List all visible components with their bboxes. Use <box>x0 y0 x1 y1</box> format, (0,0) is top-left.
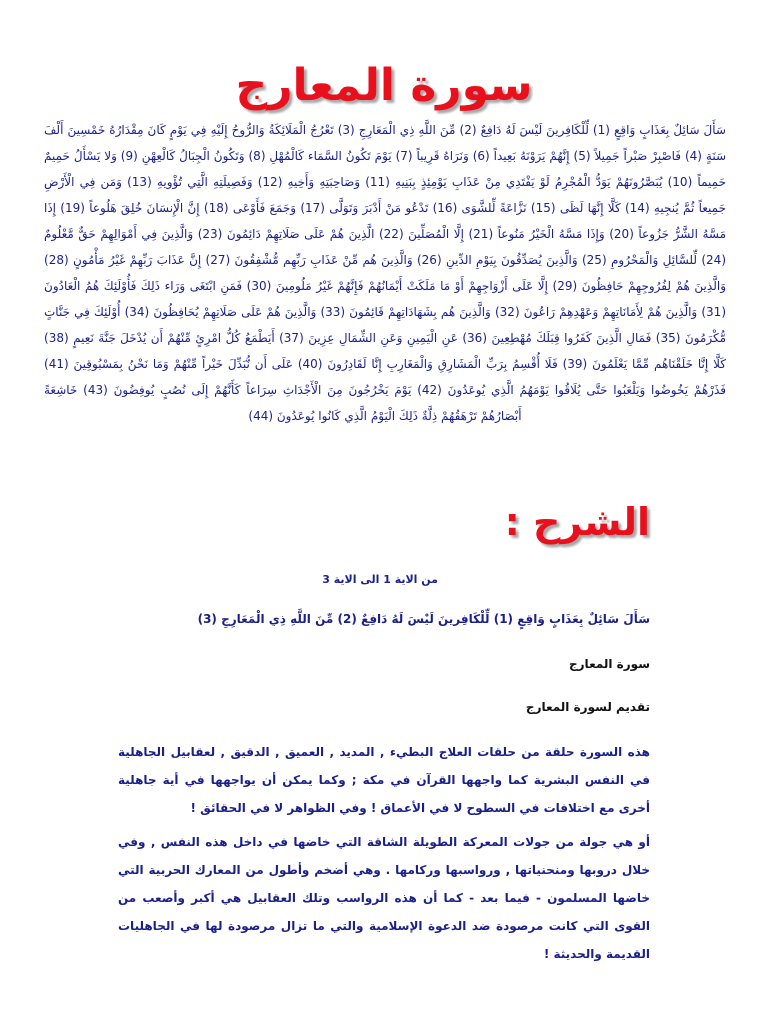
surah-title: سورة المعارج <box>235 60 533 111</box>
verse-quote: سَأَلَ سَائِلٌ بِعَذَابٍ وَاقِعٍ (1) لِّلْكَافِرينَ لَيْسَ لَهُ دَافِعٌ (2) مِّنَ اللَّهِ ذِي الْمَعَارِجِ (3) <box>197 612 650 626</box>
verse-range: من الاية 1 الى الاية 3 <box>322 573 438 586</box>
sharh-heading: الشرح : <box>504 500 650 544</box>
paragraph-1: هذه السورة حلقة من حلقات العلاج البطيء , المديد , العميق , الدقيق , لعقابيل الجاهلية في النفس البشرية كما واجهها القرآن في مكة ; وكما يمكن أن يواجهها في أية جاهلية أخرى مع اختلافات في السطوح لا في الأعماق ! وفي الظواهر لا في الحقائق ! <box>118 745 650 815</box>
surah-text: سَأَلَ سَائِلٌ بِعَذَابٍ وَاقِعٍ (1) لِّلْكَافِرينَ لَيْسَ لَهُ دَافِعٌ (2) مِّنَ اللَّهِ ذِي الْمَعَارِجِ (3) تَعْرُجُ الْمَلَائِكَةُ وَالرُّوحُ إِلَيْهِ فِي يَوْمٍ كَانَ مِقْدَارُهُ خَمْسِينَ أَلْفَ سَنَةٍ (4) فَاصْبِرْ صَبْراً جَمِيلاً (5) إِنَّهُمْ يَرَوْنَهُ بَعِيداً (6) وَنَرَاهُ قَرِيباً (7) يَوْمَ تَكُونُ السَّمَاء كَالْمُهْلِ (8) وَتَكُونُ الْجِبَالُ كَالْعِهْنِ (9) وَلا يَسْأَلُ حَمِيمٌ حَمِيماً (10) يُبَصَّرُونَهُمْ يَوَدُّ الْمُجْرِمُ لَوْ يَفْتَدِي مِنْ عَذَابِ يَوْمِئِذٍ بِبَنِيهِ (11) وَصَاحِبَتِهِ وَأَخِيهِ (12) وَفَصِيلَتِهِ الَّتِي تُؤْويهِ (13) وَمَن فِي الْأَرْضِ جَمِيعاً ثُمَّ يُنجِيهِ (14) كَلَّا إِنَّهَا لَظَى (15) نَزَّاعَةً لِّلشَّوَى (16) تَدْعُو مَنْ أَدْبَرَ وَتَوَلَّى (17) وَجَمَعَ فَأَوْعَى (18) إِنَّ الْإِنسَانَ خُلِقَ هَلُوعاً (19) إِذَا مَسَّهُ الشَّرُّ جَزُوعاً (20) وَإِذَا مَسَّهُ الْخَيْرُ مَنُوعاً (21) إِلَّا الْمُصَلِّينَ (22) الَّذِينَ هُمْ عَلَى صَلَاتِهِمْ دَائِمُونَ (23) وَالَّذِينَ فِي أَمْوَالِهِمْ حَقٌّ مَّعْلُومٌ (24) لِّلسَّائِلِ وَالْمَحْرُومِ (25) وَالَّذِينَ يُصَدِّقُونَ بِيَوْمِ الدِّينِ (26) وَالَّذِينَ هُم مِّنْ عَذَابِ رَبِّهِم مُّشْفِقُونَ (27) إِنَّ عَذَابَ رَبِّهِمْ غَيْرُ مَأْمُونٍ (28) وَالَّذِينَ هُمْ لِفُرُوجِهِمْ حَافِظُونَ (29) إِلَّا عَلَى أَزْوَاجِهِمْ أَوْ مَا مَلَكَتْ أَيْمَانُهُمْ فَإِنَّهُمْ غَيْرُ مَلُومِينَ (30) فَمَنِ ابْتَغَى وَرَاء ذَلِكَ فَأُوْلَئِكَ هُمُ الْعَادُونَ (31) وَالَّذِينَ هُمْ لِأَمَانَاتِهِمْ وَعَهْدِهِمْ رَاعُونَ (32) وَالَّذِينَ هُم بِشَهَادَاتِهِمْ قَائِمُونَ (33) وَالَّذِينَ هُمْ عَلَى صَلَاتِهِمْ يُحَافِظُونَ (34) أُوْلَئِكَ فِي جَنَّاتٍ مُّكْرَمُونَ (35) فَمَالِ الَّذِينَ كَفَرُوا قِبَلَكَ مُهْطِعِينَ (36) عَنِ الْيَمِينِ وَعَنِ الشِّمَالِ عِزِينَ (37) أَيَطْمَعُ كُلُّ امْرِئٍ مِّنْهُمْ أَن يُدْخَلَ جَنَّةَ نَعِيمٍ (38) كَلَّا إِنَّا خَلَقْنَاهُم مِّمَّا يَعْلَمُونَ (39) فَلَا أُقْسِمُ بِرَبِّ الْمَشَارِقِ وَالْمَغَارِبِ إِنَّا لَقَادِرُونَ (40) عَلَى أَن نُّبَدِّلَ خَيْراً مِّنْهُمْ وَمَا نَحْنُ بِمَسْبُوقِينَ (41) فَذَرْهُمْ يَخُوضُوا وَيَلْعَبُوا حَتَّى يُلَاقُوا يَوْمَهُمُ الَّذِي يُوعَدُونَ (42) يَوْمَ يَخْرُجُونَ مِنَ الْأَجْدَاثِ سِرَاعاً كَأَنَّهُمْ إِلَى نُصُبٍ يُوفِضُونَ (43) خَاشِعَةً أَبْصَارُهُمْ تَرْهَقُهُمْ ذِلَّةٌ ذَلِكَ الْيَوْمُ الَّذِي كَانُوا يُوعَدُونَ (44) <box>44 123 727 423</box>
surah-name-heading: سورة المعارج <box>569 657 650 671</box>
paragraph-2: أو هي جولة من جولات المعركة الطويلة الشاقة التي خاضها في داخل هذه النفس , وفي خلال دروبها ومنحنياتها , ورواسبها وركامها . وهي أضخم وأطول من المعارك الحربية التي خاضها المسلمون - فيما بعد - كما أن هذه الرواسب وتلك العقابيل هي أكبر وأصعب من القوى التي كانت مرصودة ضد الدعوة الإسلامية والتي ما تزال مرصودة لها في الجاهليات القديمة والحديثة ! <box>118 835 650 961</box>
intro-heading: تقديم لسورة المعارج <box>525 700 650 714</box>
